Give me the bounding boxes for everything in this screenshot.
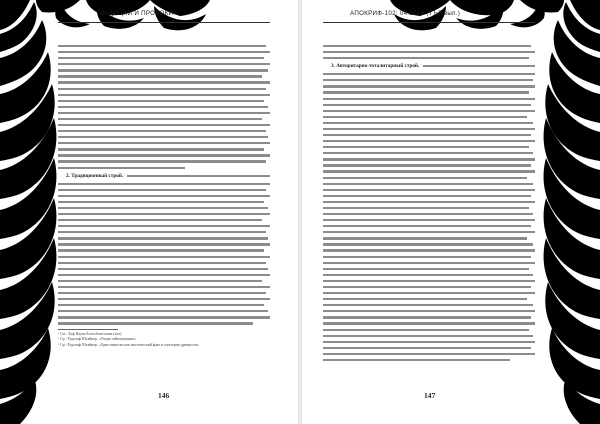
left-section-heading: 2. Традиционный строй. xyxy=(66,172,124,179)
left-footnote-1: ¹ См.: Хуф Ндова Болгоблистание (хол). xyxy=(58,332,123,337)
left-page-number: 146 xyxy=(158,391,170,400)
right-section-heading: 3. Авторитарно-тоталитарный строй. xyxy=(331,63,420,70)
left-footnote-rule xyxy=(58,329,118,330)
left-section-heading-row xyxy=(58,173,270,179)
right-running-head: АПОКРИФ-102: 04.2016 (ТЪ2 вып.) xyxy=(350,10,461,17)
right-page-number: 147 xyxy=(424,391,436,400)
spread-gutter xyxy=(298,0,302,424)
left-running-head: ТРАДИЦИИ И ПРОРОКИ xyxy=(96,10,174,17)
left-footnote-3: ³ Ср.: Рудольф Штайнер. «Христианство как мистический факт и мистерии древности» xyxy=(58,342,200,347)
left-body-text xyxy=(58,45,270,348)
right-head-rule xyxy=(323,22,535,23)
left-head-rule xyxy=(58,22,270,23)
right-section-heading-row xyxy=(323,63,535,69)
left-footnote-2: ² Ср.: Рудольф Штайнер. «Очерк тайноведения». xyxy=(58,337,137,342)
right-body-text xyxy=(323,45,535,365)
